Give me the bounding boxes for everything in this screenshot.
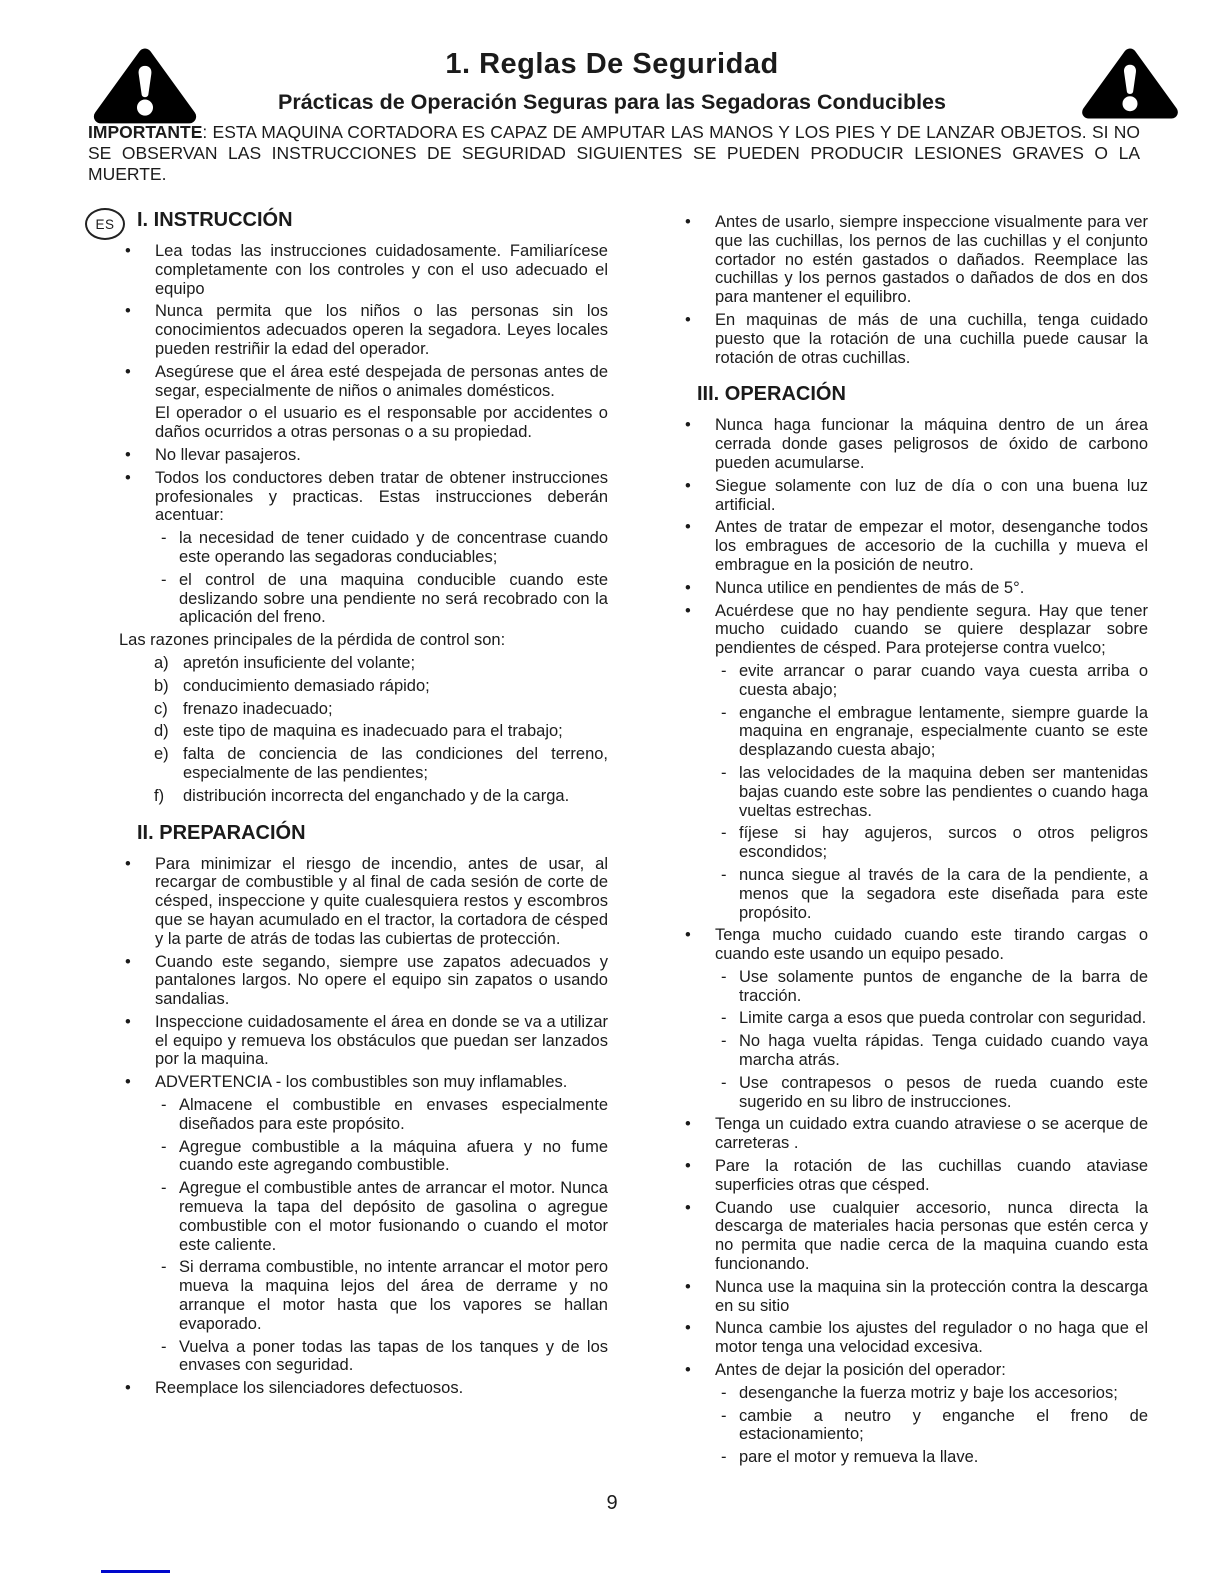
list-item-text: Nunca permita que los niños o las personas sin los conocimientos adecuados operen la segadora. Leyes locales pueden restriñir la edad del operador. [155,302,608,358]
list-item [88,363,608,401]
list-item-text: Acuérdese que no hay pendiente segura. Hay que tener mucho cuidado cuando se quiere desplazar sobre pendientes de césped. Para protejerse contra vuelco; [715,601,1148,658]
sub-list-item [648,1407,1148,1445]
list-item [88,1013,608,1069]
sub-list-item [88,571,608,627]
list-item-text: Las razones principales de la pérdida de control son: [119,631,506,650]
lettered-item [88,677,608,696]
list-item [648,1199,1148,1274]
bullet-marker: • [685,926,691,945]
dash-marker: - [721,703,727,722]
list-item [88,469,608,525]
list-item-text: desenganche la fuerza motriz y baje los accesorios; [739,1383,1118,1402]
dash-marker: - [721,1448,727,1467]
list-item-text: Limite carga a esos que pueda controlar con seguridad. [739,1009,1147,1028]
bullet-marker: • [685,1115,691,1134]
bullet-marker: • [125,952,131,971]
sub-list-item [648,824,1148,862]
bullet-marker: • [125,1073,131,1092]
letter-marker: e) [154,745,169,764]
sub-list-item [88,1138,608,1176]
list-item-text: Cuando use cualquier accesorio, nunca directa la descarga de materiales hacia personas que estén cerca y no permita que nadie cerca de la maquina cuando esta funcionando. [715,1198,1148,1274]
sub-list-item [88,529,608,567]
list-item-text: este tipo de maquina es inadecuado para el trabajo; [183,722,563,741]
list-item-text: cambie a neutro y enganche el freno de estacionamiento; [739,1406,1148,1444]
list-item-text: No llevar pasajeros. [155,445,301,464]
list-item-text: Reemplace los silenciadores defectuosos. [155,1379,464,1398]
list-item-text: Asegúrese que el área esté despejada de personas antes de segar, especialmente de niños o animales domésticos. [155,362,608,400]
list-item [648,1361,1148,1380]
list-item [648,213,1148,307]
sub-list-item [648,866,1148,922]
letter-marker: c) [154,699,168,718]
sub-list-item [648,968,1148,1006]
list-item-text: Use contrapesos o pesos de rueda cuando este sugerido en su libro de instrucciones. [739,1073,1148,1111]
dash-marker: - [721,1406,727,1425]
bullet-marker: • [125,1379,131,1398]
bullet-marker: • [685,310,691,329]
list-item-text: Agregue el combustible antes de arrancar el motor. Nunca remueva la tapa del depósito de gasolina o agregue combustible con el motor fusionando o cuando el motor este caliente. [179,1179,608,1254]
bullet-marker: • [125,242,131,260]
lettered-item [88,654,608,673]
sub-list-item [88,1096,608,1134]
list-item-continuation [88,404,608,442]
sub-list-item [88,1258,608,1333]
list-item-text: En maquinas de más de una cuchilla, tenga cuidado puesto que la rotación de una cuchilla puede causar la rotación de otras cuchillas. [715,310,1148,367]
list-item-text: No haga vuelta rápidas. Tenga cuidado cuando vaya marcha atrás. [739,1032,1148,1070]
list-item-text: Nunca haga funcionar la máquina dentro de un área cerrada donde gases peligrosos de óxido de carbono pueden acumularse. [715,416,1148,472]
dash-marker: - [161,1258,167,1277]
list-item-text: frenazo inadecuado; [183,699,333,718]
list-item-text: Vuelva a poner todas las tapas de los tanques y de los envases con seguridad. [179,1337,608,1375]
sub-list-item [648,662,1148,700]
bullet-marker: • [125,362,131,381]
section-heading-preparacion [88,822,608,845]
list-item-text: Para minimizar el riesgo de incendio, antes de usar, al recargar de combustible y al final de cada sesión de corte de césped, inspeccione y quite cualesquiera restos y escombros que se hayan acumulado en el tractor, la cortadora de césped y la parte de atrás de todas las cubiertas de protección. [155,854,608,948]
dash-marker: - [721,763,727,782]
list-item-text: la necesidad de tener cuidado y de concentrase cuando este operando las segadoras conduciables; [179,529,608,566]
list-item [88,1379,608,1398]
list-item-text: Antes de dejar la posición del operador: [715,1361,1006,1380]
list-item-text: Almacene el combustible en envases especialmente diseñados para este propósito. [179,1096,608,1133]
list-item [648,1115,1148,1153]
right-column [648,209,1148,1471]
sub-list-item [648,764,1148,820]
bullet-marker: • [125,445,131,464]
list-item-text: fíjese si hay agujeros, surcos o otros peligros escondidos; [739,824,1148,862]
bullet-marker: • [685,1319,691,1338]
dash-marker: - [721,1009,727,1028]
dash-marker: - [721,1073,727,1092]
sub-list-item [88,1338,608,1376]
dash-marker: - [161,1337,167,1356]
list-item-text: Pare la rotación de las cuchillas cuando ataviase superficies otras que césped. [715,1157,1148,1194]
bullet-marker: • [685,416,691,435]
list-item-text: Tenga mucho cuidado cuando este tirando cargas o cuando este usando un equipo pesado. [715,926,1148,964]
list-item [648,1157,1148,1195]
list-item-text: Tenga un cuidado extra cuando atraviese o se acerque de carreteras . [715,1115,1148,1153]
sub-list-item [88,1179,608,1254]
dash-marker: - [721,967,727,986]
list-item [648,1319,1148,1357]
letter-marker: d) [154,722,169,741]
important-text: : ESTA MAQUINA CORTADORA ES CAPAZ DE AMPUTAR LAS MANOS Y LOS PIES Y DE LANZAR OBJETOS. SI NO SE OBSERVAN LAS INSTRUCCIONES DE SEGURIDAD SIGUIENTES SE PUEDEN PRODUCIR LESIONES GRAVES O LA MUERTE. [88,122,1140,184]
dash-marker: - [161,1137,167,1156]
list-item-text: enganche el embrague lentamente, siempre guarde la maquina en engranaje, especialmente cuanto se este desplazando cuesta abajo; [739,703,1148,760]
list-item-text: Lea todas las instrucciones cuidadosamente. Familiarícese completamente con los controles y con el uso adecuado el equipo [155,242,608,298]
section-heading-operacion [648,383,1148,406]
page-title: 1. Reglas De Seguridad [445,48,779,80]
list-item-text: falta de conciencia de las condiciones del terreno, especialmente de las pendientes; [183,745,608,782]
list-item [88,953,608,1009]
list-item-text: Antes de tratar de empezar el motor, desenganche todos los embragues de accesorio de la cuchilla y mueva el embrague en la posición de neutro. [715,518,1148,574]
list-item-text: Si derrama combustible, no intente arrancar el motor pero mueva la maquina lejos del área de derrame y no arranque el motor hasta que los vapores se hallan evaporado. [179,1258,608,1333]
bullet-marker: • [685,476,691,495]
lettered-item [88,722,608,741]
bullet-marker: • [685,1157,691,1176]
sub-list-item [648,1384,1148,1403]
warning-triangle-icon [1080,48,1180,126]
sub-list-item [648,1009,1148,1028]
dash-marker: - [721,1383,727,1402]
bullet-marker: • [685,578,691,597]
section-heading-text: II. PREPARACIÓN [137,821,306,844]
dash-marker: - [161,1179,167,1198]
bullet-marker: • [685,213,691,231]
list-item [88,855,608,949]
list-item-text: El operador o el usuario es el responsable por accidentes o daños ocurridos a otras personas o a su propiedad. [155,404,608,442]
letter-marker: a) [154,653,169,672]
important-notice [88,122,1140,185]
list-item [648,926,1148,964]
list-item-text: evite arrancar o parar cuando vaya cuesta arriba o cuesta abajo; [739,661,1148,699]
list-item [648,579,1148,598]
scan-artifact-line [101,1570,170,1573]
list-item-text: Cuando este segando, siempre use zapatos adecuados y pantalones largos. No opere el equipo sin zapatos o usando sandalias. [155,952,608,1009]
list-item [88,242,608,298]
dash-marker: - [161,1096,167,1115]
list-item [648,602,1148,658]
list-item-text: conducimiento demasiado rápido; [183,676,430,695]
lettered-item [88,700,608,719]
list-item [648,311,1148,367]
list-item-text: ADVERTENCIA - los combustibles son muy inflamables. [155,1073,568,1092]
letter-marker: f) [154,786,165,805]
list-item-text: Agregue combustible a la máquina afuera y no fume cuando este agregando combustible. [179,1137,608,1175]
bullet-marker: • [125,468,131,487]
list-item-text: pare el motor y remueva la llave. [739,1448,979,1467]
warning-triangle-icon [92,48,198,131]
lettered-item [88,787,608,806]
dash-marker: - [721,1032,727,1051]
letter-marker: b) [154,676,169,695]
section-heading-text: III. OPERACIÓN [697,383,846,406]
sub-list-item [648,1074,1148,1112]
bullet-marker: • [125,302,131,321]
list-item-text: nunca siegue al través de la cara de la pendiente, a menos que la segadora este diseñada para este propósito. [739,865,1148,922]
list-item [88,446,608,465]
sub-list-item [648,1448,1148,1467]
list-item-text: Nunca utilice en pendientes de más de 5°. [715,578,1025,597]
bullet-marker: • [685,1361,691,1380]
list-item-text: el control de una maquina conducible cuando este deslizando sobre una pendiente no será recobrado con la aplicación del freno. [179,570,608,627]
page-subtitle: Prácticas de Operación Seguras para las Segadoras Conducibles [278,90,946,114]
lettered-item [88,745,608,783]
list-item [88,302,608,358]
two-column-body [0,209,1224,1471]
list-item-text: Siegue solamente con luz de día o con una buena luz artificial. [715,476,1148,514]
bullet-marker: • [125,854,131,873]
page-number: 9 [606,1492,618,1514]
bullet-marker: • [685,518,691,537]
section-heading-instruccion [88,209,608,232]
list-item-text: Todos los conductores deben tratar de obtener instrucciones profesionales y practicas. Estas instrucciones deberán acentuar: [155,468,608,525]
section-heading-text: I. INSTRUCCIÓN [137,209,293,231]
sub-list-item [648,1032,1148,1070]
dash-marker: - [721,865,727,884]
list-item [648,1278,1148,1316]
list-item [648,518,1148,574]
left-column [88,209,608,1402]
language-badge: ES [85,208,125,240]
list-item [648,477,1148,515]
list-item-text: Antes de usarlo, siempre inspeccione visualmente para ver que las cuchillas, los pernos de las cuchillas y el conjunto cortador no estén gastados o dañados. Reemplace las cuchillas y los pernos gastados o dañados de dos en dos para mantener el equilibro. [715,213,1148,307]
bullet-marker: • [685,1198,691,1217]
list-item-text: Use solamente puntos de enganche de la barra de tracción. [739,967,1148,1005]
paragraph [88,631,608,650]
bullet-marker: • [685,1277,691,1296]
list-item-text: Nunca use la maquina sin la protección contra la descarga en su sitio [715,1277,1148,1315]
dash-marker: - [721,824,727,843]
dash-marker: - [721,661,727,680]
bullet-marker: • [685,601,691,620]
list-item [648,416,1148,472]
dash-marker: - [161,570,167,589]
list-item-text: Nunca cambie los ajustes del regulador o no haga que el motor tenga una velocidad excesiva. [715,1319,1148,1357]
list-item-text: apretón insuficiente del volante; [183,653,416,672]
important-label: IMPORTANTE [88,122,203,142]
list-item-text: distribución incorrecta del enganchado y de la carga. [183,786,570,805]
sub-list-item [648,704,1148,760]
dash-marker: - [161,529,167,548]
list-item-text: Inspeccione cuidadosamente el área en donde se va a utilizar el equipo y remueva los obstáculos que puedan ser lanzados por la maquina. [155,1012,608,1069]
list-item [88,1073,608,1092]
list-item-text: las velocidades de la maquina deben ser mantenidas bajas cuando este sobre las pendientes o cuando haga vueltas estrechas. [739,763,1148,820]
bullet-marker: • [125,1012,131,1031]
